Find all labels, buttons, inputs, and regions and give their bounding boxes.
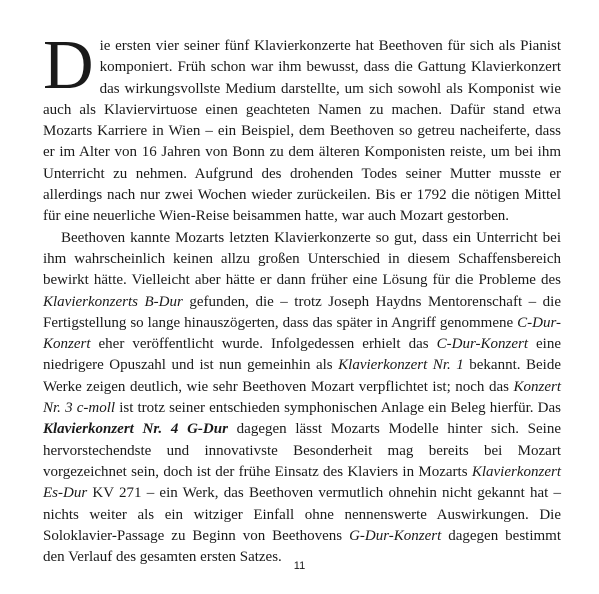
work-title: Klavierkonzert Nr. 1 xyxy=(338,357,464,374)
body-text xyxy=(43,27,561,568)
work-title: Klavierkonzerts B-Dur xyxy=(43,293,183,310)
paragraph-text: bekannt. Beide Werke zeigen deutlich, wie sehr Beethoven Mozart verpflichtet ist; noch das xyxy=(43,357,561,395)
work-title: Konzert Nr. 3 c-moll xyxy=(43,378,561,417)
paragraph-text: gefunden, die – trotz Joseph Haydns Mentorenschaft – die Fertigstellung so lange hinauszögerten, dass das später in Angriff genommene xyxy=(43,293,561,331)
paragraph-text: eher veröffentlicht wurde. Infolgedessen erhielt das xyxy=(90,336,437,353)
work-title: C-Dur-Konzert xyxy=(43,314,561,353)
paragraph-text: ie ersten vier seiner fünf Klavierkonzerte hat Beethoven für sich als Pianist komponiert. Früh schon war ihm bewusst, dass die Gattung Klavierkonzert das wirkungsvollste Medium darstellte, um sich sowohl als Komponist wie auch als Klaviervirtuose einen geachteten Namen zu machen. Dafür stand etwa Mozarts Karriere in Wien – ein Beispiel, dem Beethoven so getreu nacheiferte, dass er im Alter von 16 Jahren von Bonn zu dem älteren Komponisten reiste, um bei ihm Unterricht zu nehmen. Aufgrund des drohenden Todes seiner Mutter musste er allerdings nach nur zwei Wochen wieder zurückeilen. Bis er 1792 die nötigen Mittel für eine neuerliche Wien-Reise beisammen hatte, war auch Mozart gestorben. xyxy=(43,38,561,225)
paragraph-text: dagegen bestimmt den Verlauf des gesamten ersten Satzes. xyxy=(43,527,561,566)
paragraph-text: KV 271 – ein Werk, das Beethoven vermutlich ohnehin nicht gekannt hat – nichts weiter als ein witziger Einfall ohne nennenswerte Auswirkungen. Die Soloklavier-Passage zu Beginn von Beethovens xyxy=(43,485,561,544)
work-title: C-Dur-Konzert xyxy=(436,336,528,353)
paragraph-2 xyxy=(43,228,561,569)
paragraph-1 xyxy=(43,27,561,228)
work-title: Klavierkonzert Es-Dur xyxy=(43,463,561,502)
paragraph-text: dagegen lässt Mozarts Modelle hinter sich. Seine hervorstechendste und innovativste Besonderheit mag bereits bei Mozart vorgezeichnet sein, doch ist der frühe Einsatz des Klaviers in Mozarts xyxy=(43,421,561,480)
highlighted-work-title: Klavierkonzert Nr. 4 G-Dur xyxy=(43,421,228,438)
page-number: 11 xyxy=(293,560,306,572)
work-title: G-Dur-Konzert xyxy=(349,527,442,544)
drop-cap: D xyxy=(43,27,94,104)
paragraph-text: Beethoven kannte Mozarts letzten Klavierkonzerte so gut, dass ein Unterricht bei ihm wahrscheinlich keinen allzu großen Unterschied in diesem Schaffensbereich bewirkt hätte. Vielleicht aber hätte er dann früher eine Lösung für die Probleme des xyxy=(43,229,561,289)
paragraph-text: ist trotz seiner entschieden symphonischen Anlage ein Beleg hierfür. Das xyxy=(115,400,561,417)
paragraph-text: eine niedrigere Opuszahl und ist nun gemeinhin als xyxy=(43,336,561,374)
